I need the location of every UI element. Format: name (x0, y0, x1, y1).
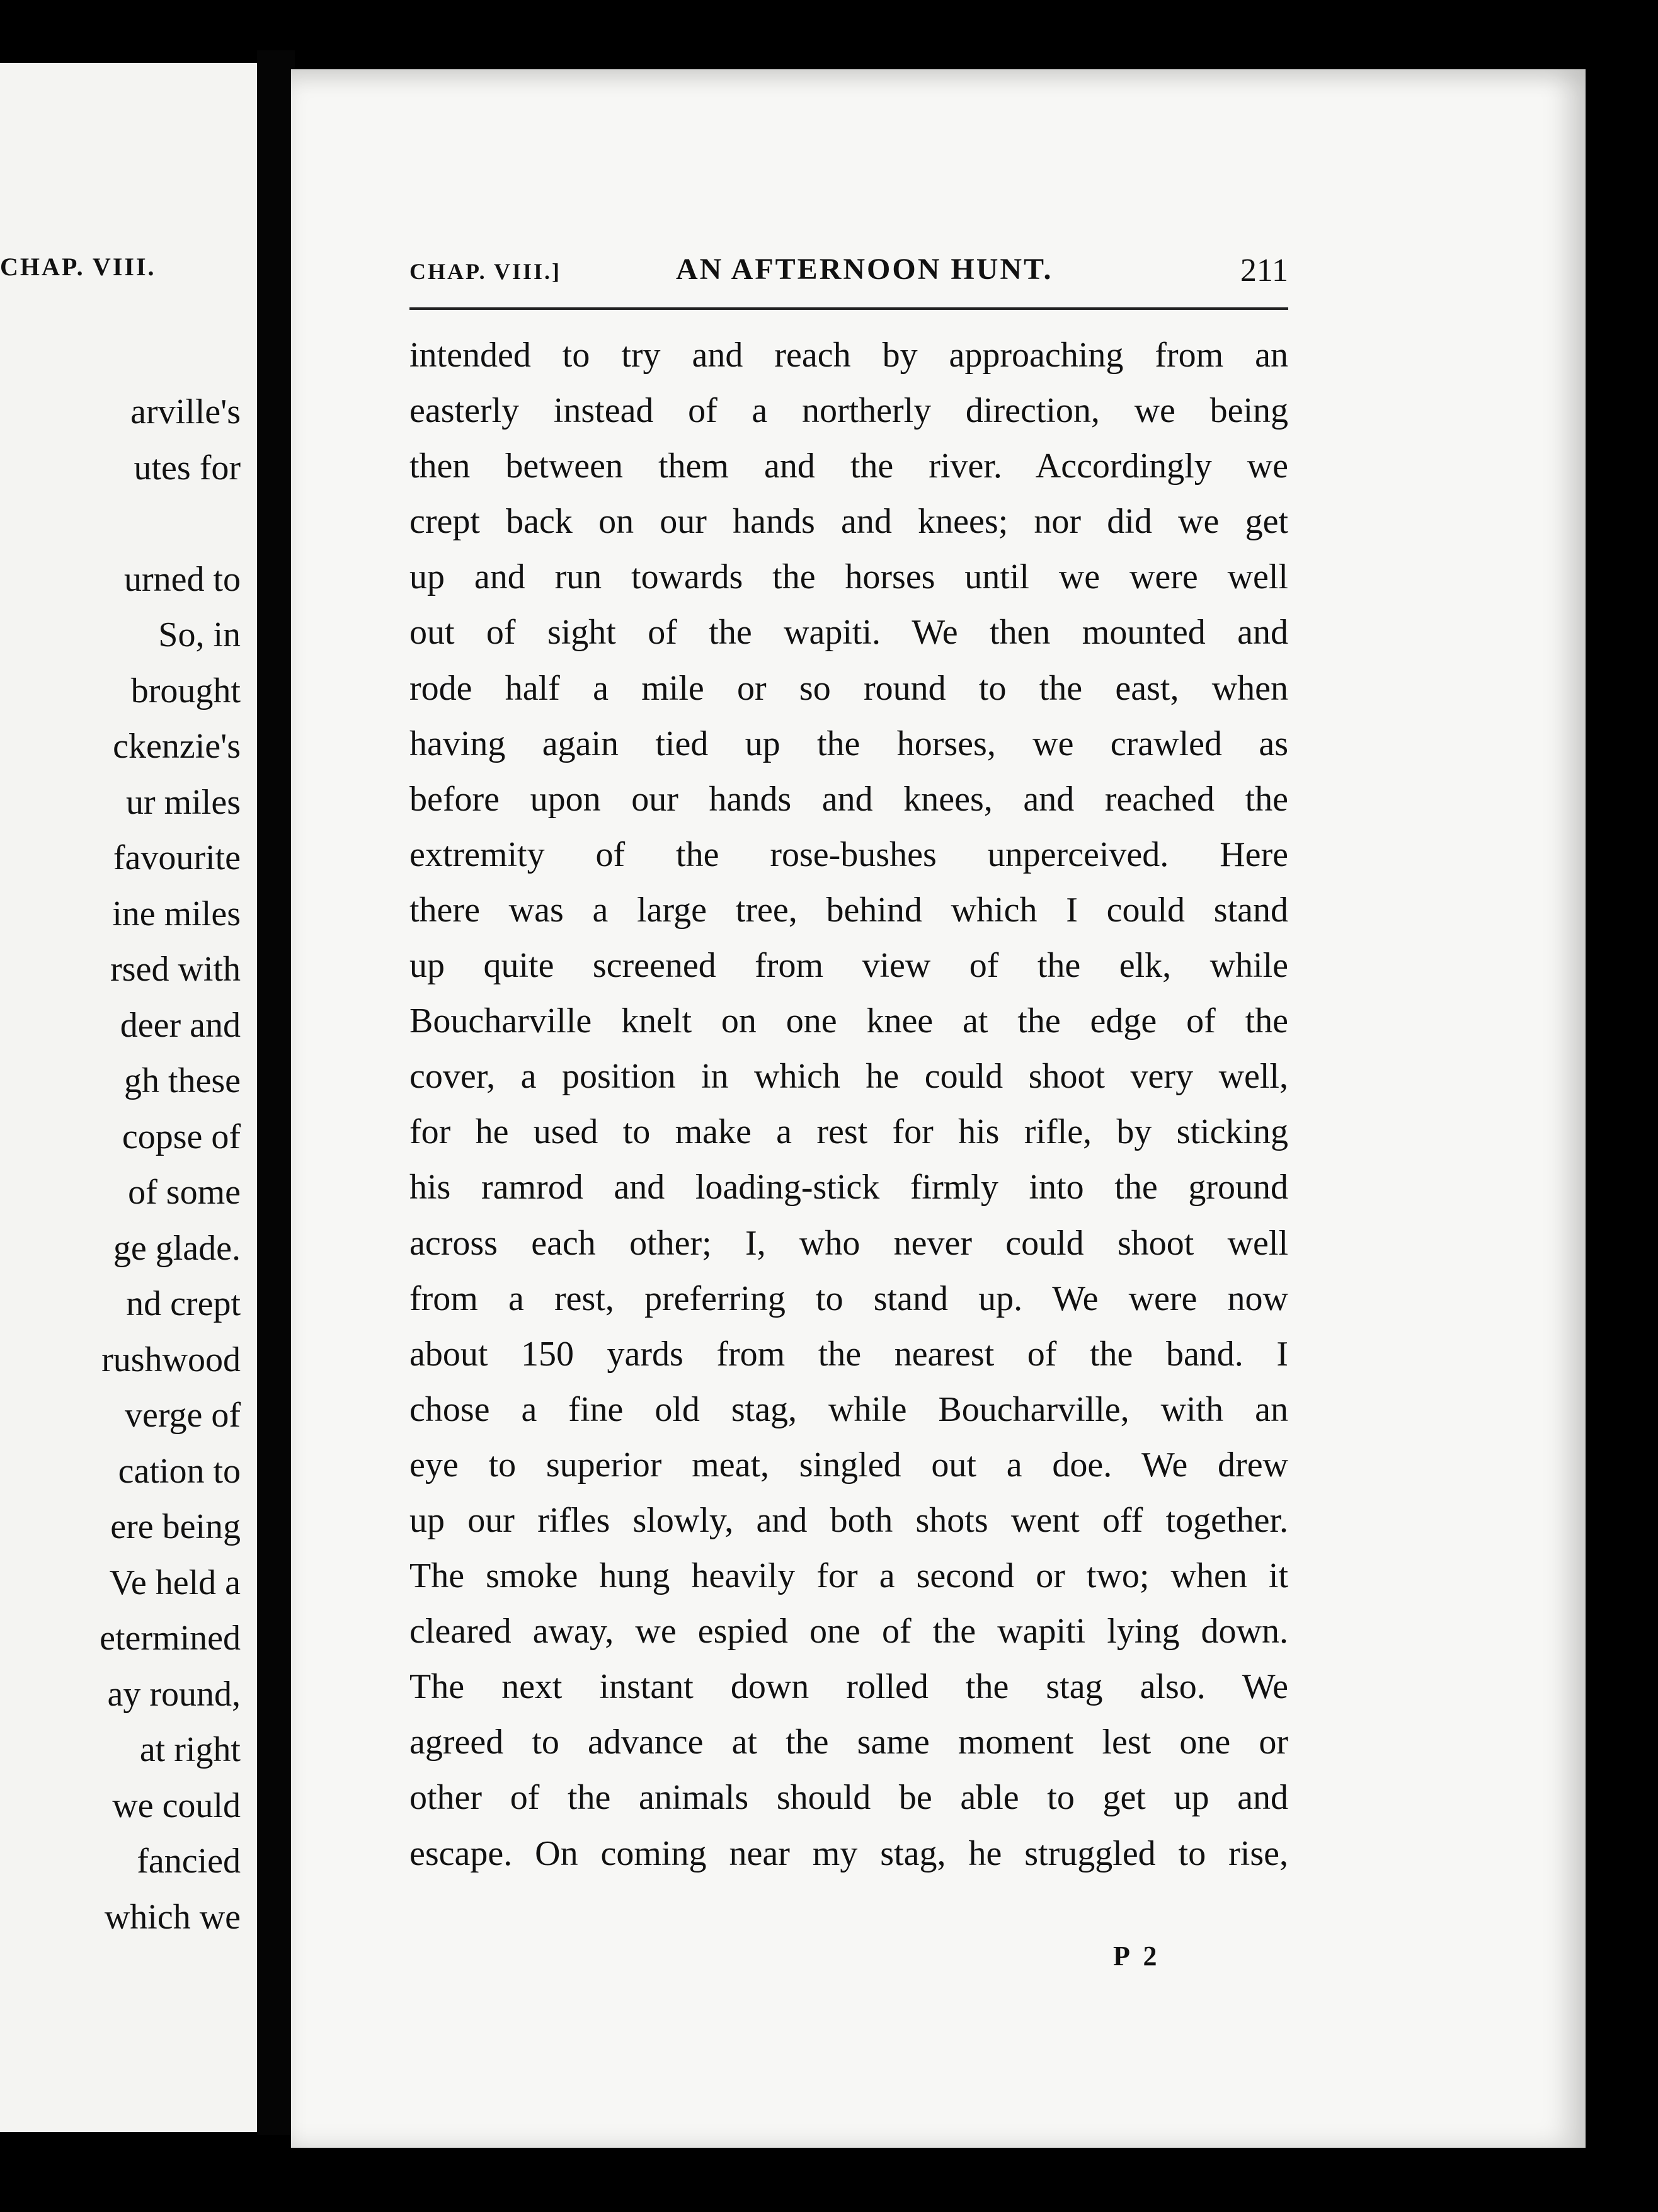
header-rule (409, 307, 1288, 310)
text-line: having again tied up the horses, we crawled as (409, 724, 1288, 763)
text-line: cleared away, we espied one of the wapiti lying down. (409, 1612, 1288, 1651)
facing-page-line: ur miles (126, 782, 241, 822)
facing-page-line: ge glade. (113, 1228, 241, 1268)
text-line: other of the animals should be able to get up and (409, 1778, 1288, 1818)
text-line: escape. On coming near my stag, he struggled to rise, (409, 1833, 1288, 1873)
text-line: The smoke hung heavily for a second or two; when it (409, 1556, 1288, 1596)
facing-page-line: etermined (100, 1619, 241, 1658)
facing-page-line: arville's (130, 392, 241, 431)
facing-page-line: gh these (123, 1061, 241, 1100)
text-line: agreed to advance at the same moment lest one or (409, 1723, 1288, 1762)
facing-page-line: which we (104, 1897, 241, 1937)
facing-page-line: deer and (120, 1005, 241, 1045)
text-line: Boucharville knelt on one knee at the edge of the (409, 1001, 1288, 1041)
text-line: for he used to make a rest for his rifle, by sticking (409, 1112, 1288, 1152)
text-line: before upon our hands and knees, and reached the (409, 779, 1288, 819)
text-line: The next instant down rolled the stag also. We (409, 1667, 1288, 1707)
facing-page-line: Ve held a (109, 1563, 241, 1602)
facing-page-line: cation to (118, 1451, 241, 1491)
text-line: up quite screened from view of the elk, while (409, 946, 1288, 986)
signature-mark: P 2 (1113, 1941, 1161, 1971)
text-line: across each other; I, who never could shoot well (409, 1223, 1288, 1263)
facing-page-text (0, 384, 241, 1945)
text-line: up and run towards the horses until we were well (409, 557, 1288, 597)
facing-page-line: favourite (113, 838, 241, 877)
facing-page-line: ere being (110, 1507, 241, 1546)
facing-page-line: at right (139, 1730, 241, 1769)
facing-page (0, 63, 257, 2132)
facing-page-line: copse of (122, 1117, 241, 1156)
text-line: up our rifles slowly, and both shots went off together. (409, 1500, 1288, 1540)
text-line: chose a fine old stag, while Boucharville, with an (409, 1389, 1288, 1429)
text-line: there was a large tree, behind which I could stand (409, 890, 1288, 930)
book-gutter (257, 50, 295, 2135)
facing-page-line: of some (128, 1173, 241, 1212)
text-line: from a rest, preferring to stand up. We were now (409, 1279, 1288, 1318)
facing-page-line: rsed with (110, 950, 241, 989)
facing-page-line: ine miles (112, 894, 241, 933)
main-page (291, 69, 1586, 2148)
facing-page-line: So, in (158, 615, 241, 654)
text-line: intended to try and reach by approaching from an (409, 336, 1288, 375)
facing-page-line (0, 496, 241, 552)
text-line: cover, a position in which he could shoot very well, (409, 1057, 1288, 1097)
facing-page-running-head: CHAP. VIII. (0, 253, 156, 281)
facing-page-line: urned to (123, 559, 241, 599)
facing-page-line: utes for (134, 448, 241, 487)
text-line: easterly instead of a northerly direction, we being (409, 391, 1288, 431)
facing-page-line: nd crept (126, 1284, 241, 1323)
text-line: his ramrod and loading-stick firmly into the ground (409, 1168, 1288, 1207)
facing-page-line: rushwood (101, 1340, 241, 1379)
text-line: crept back on our hands and knees; nor did we get (409, 502, 1288, 542)
body-text (409, 328, 1288, 1881)
page-title: AN AFTERNOON HUNT. (676, 253, 1053, 286)
chapter-label: CHAP. VIII.] (409, 259, 562, 284)
facing-page-line: we could (112, 1786, 241, 1825)
text-line: extremity of the rose-bushes unperceived. Here (409, 835, 1288, 874)
page-number: 211 (1240, 253, 1288, 288)
text-line: out of sight of the wapiti. We then mounted and (409, 613, 1288, 653)
facing-page-line: brought (130, 671, 241, 710)
text-line: then between them and the river. Accordingly we (409, 447, 1288, 486)
facing-page-line: ay round, (107, 1674, 241, 1714)
text-line: about 150 yards from the nearest of the band. I (409, 1334, 1288, 1374)
text-line: rode half a mile or so round to the east, when (409, 668, 1288, 708)
text-line: eye to superior meat, singled out a doe. We drew (409, 1445, 1288, 1485)
running-head (409, 252, 1288, 296)
facing-page-line: fancied (137, 1842, 241, 1881)
facing-page-line: verge of (125, 1396, 241, 1435)
facing-page-line: ckenzie's (113, 727, 241, 766)
